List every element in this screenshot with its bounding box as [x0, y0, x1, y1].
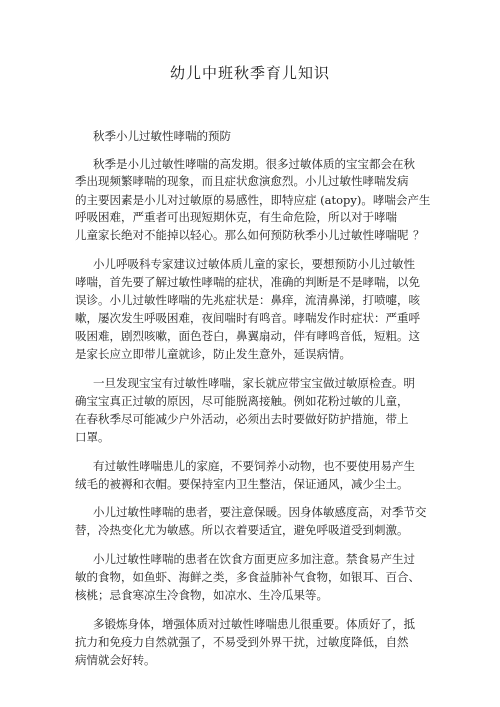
text-line: 季出现频繁哮喘的现象，而且症状愈演愈烈。小儿过敏性哮喘发病: [75, 174, 409, 188]
text-line: 敏的食物，如鱼虾、海鲜之类，多食益肺补气食物，如银耳、百合、: [75, 570, 420, 584]
text-line: 病情就会好转。: [75, 653, 156, 667]
text-line: ？: [413, 228, 425, 242]
text-line: 抗力和免疫力自然就强了，不易受到外界干扰，过敏度降低，自然: [75, 635, 409, 649]
text-line: 嗽，屡次发生呼吸困难，夜间喘时有鸣音。哮喘发作时症状：严重呼: [75, 311, 420, 325]
text-line: 绒毛的被褥和衣帽。要保持室内卫生整洁，保证通风，减少尘土。: [75, 477, 409, 491]
text-line: 核桃；忌食寒凉生冷食物，如凉水、生冷瓜果等。: [75, 588, 328, 602]
text-line: 多锻炼身体，增强体质对过敏性哮喘患儿很重要。体质好了，抵: [93, 617, 415, 631]
text-line: 口罩。: [75, 430, 110, 444]
text-line: 有过敏性哮喘患儿的家庭，不要饲养小动物，也不要使用易产生: [93, 459, 415, 473]
text-line: 替，冷热变化尤为敏感。所以衣着要适宜，避免呼吸道受到刺激。: [75, 523, 409, 537]
text-line: 小儿过敏性哮喘的患者，要注意保暖。因身体敏感度高，对季节交: [93, 505, 427, 519]
text-line: 哮喘，首先要了解过敏性哮喘的症状，准确的判断是不是哮喘，以免: [75, 275, 420, 289]
text-line: 是家长应立即带儿童就诊，防止发生意外，延误病情。: [75, 347, 351, 361]
text-line: 秋季是小儿过敏性哮喘的高发期。很多过敏体质的宝宝都会在秋: [93, 157, 415, 171]
text-line: 儿童家长绝对不能掉以轻心。那么如何预防秋季小儿过敏性哮喘呢: [75, 228, 409, 242]
text-line: 确宝宝真正过敏的原因，尽可能脱离接触。例如花粉过敏的儿童，: [75, 394, 409, 408]
text-line: 一旦发现宝宝有过敏性哮喘，家长就应带宝宝做过敏原检查。明: [93, 376, 415, 390]
text-line: 吸困难，剧烈咳嗽，面色苍白，鼻翼扇动，伴有哮鸣音低，短粗。这: [75, 329, 420, 343]
text-line: 误诊。小儿过敏性哮喘的先兆症状是：鼻痒，流清鼻涕，打喷嚏，咳: [75, 293, 420, 307]
text-line: 呼吸困难，严重者可出现短期休克，有生命危险，所以对于哮喘: [75, 210, 397, 224]
text-line: 在春秋季尽可能减少户外活动，必须出去时要做好防护措施，带上: [75, 412, 409, 426]
text-line: 小儿呼吸科专家建议过敏体质儿童的家长，要想预防小儿过敏性: [93, 257, 415, 271]
text-line: 小儿过敏性哮喘的患者在饮食方面更应多加注意。禁食易产生过: [93, 552, 415, 566]
section-heading: 秋季小儿过敏性哮喘的预防: [93, 129, 231, 143]
page-title: 幼儿中班秋季育儿知识: [169, 64, 330, 82]
text-line: 的主要因素是小儿对过敏原的易感性，即特应症 (atopy)。哮喘会产生: [75, 193, 431, 207]
